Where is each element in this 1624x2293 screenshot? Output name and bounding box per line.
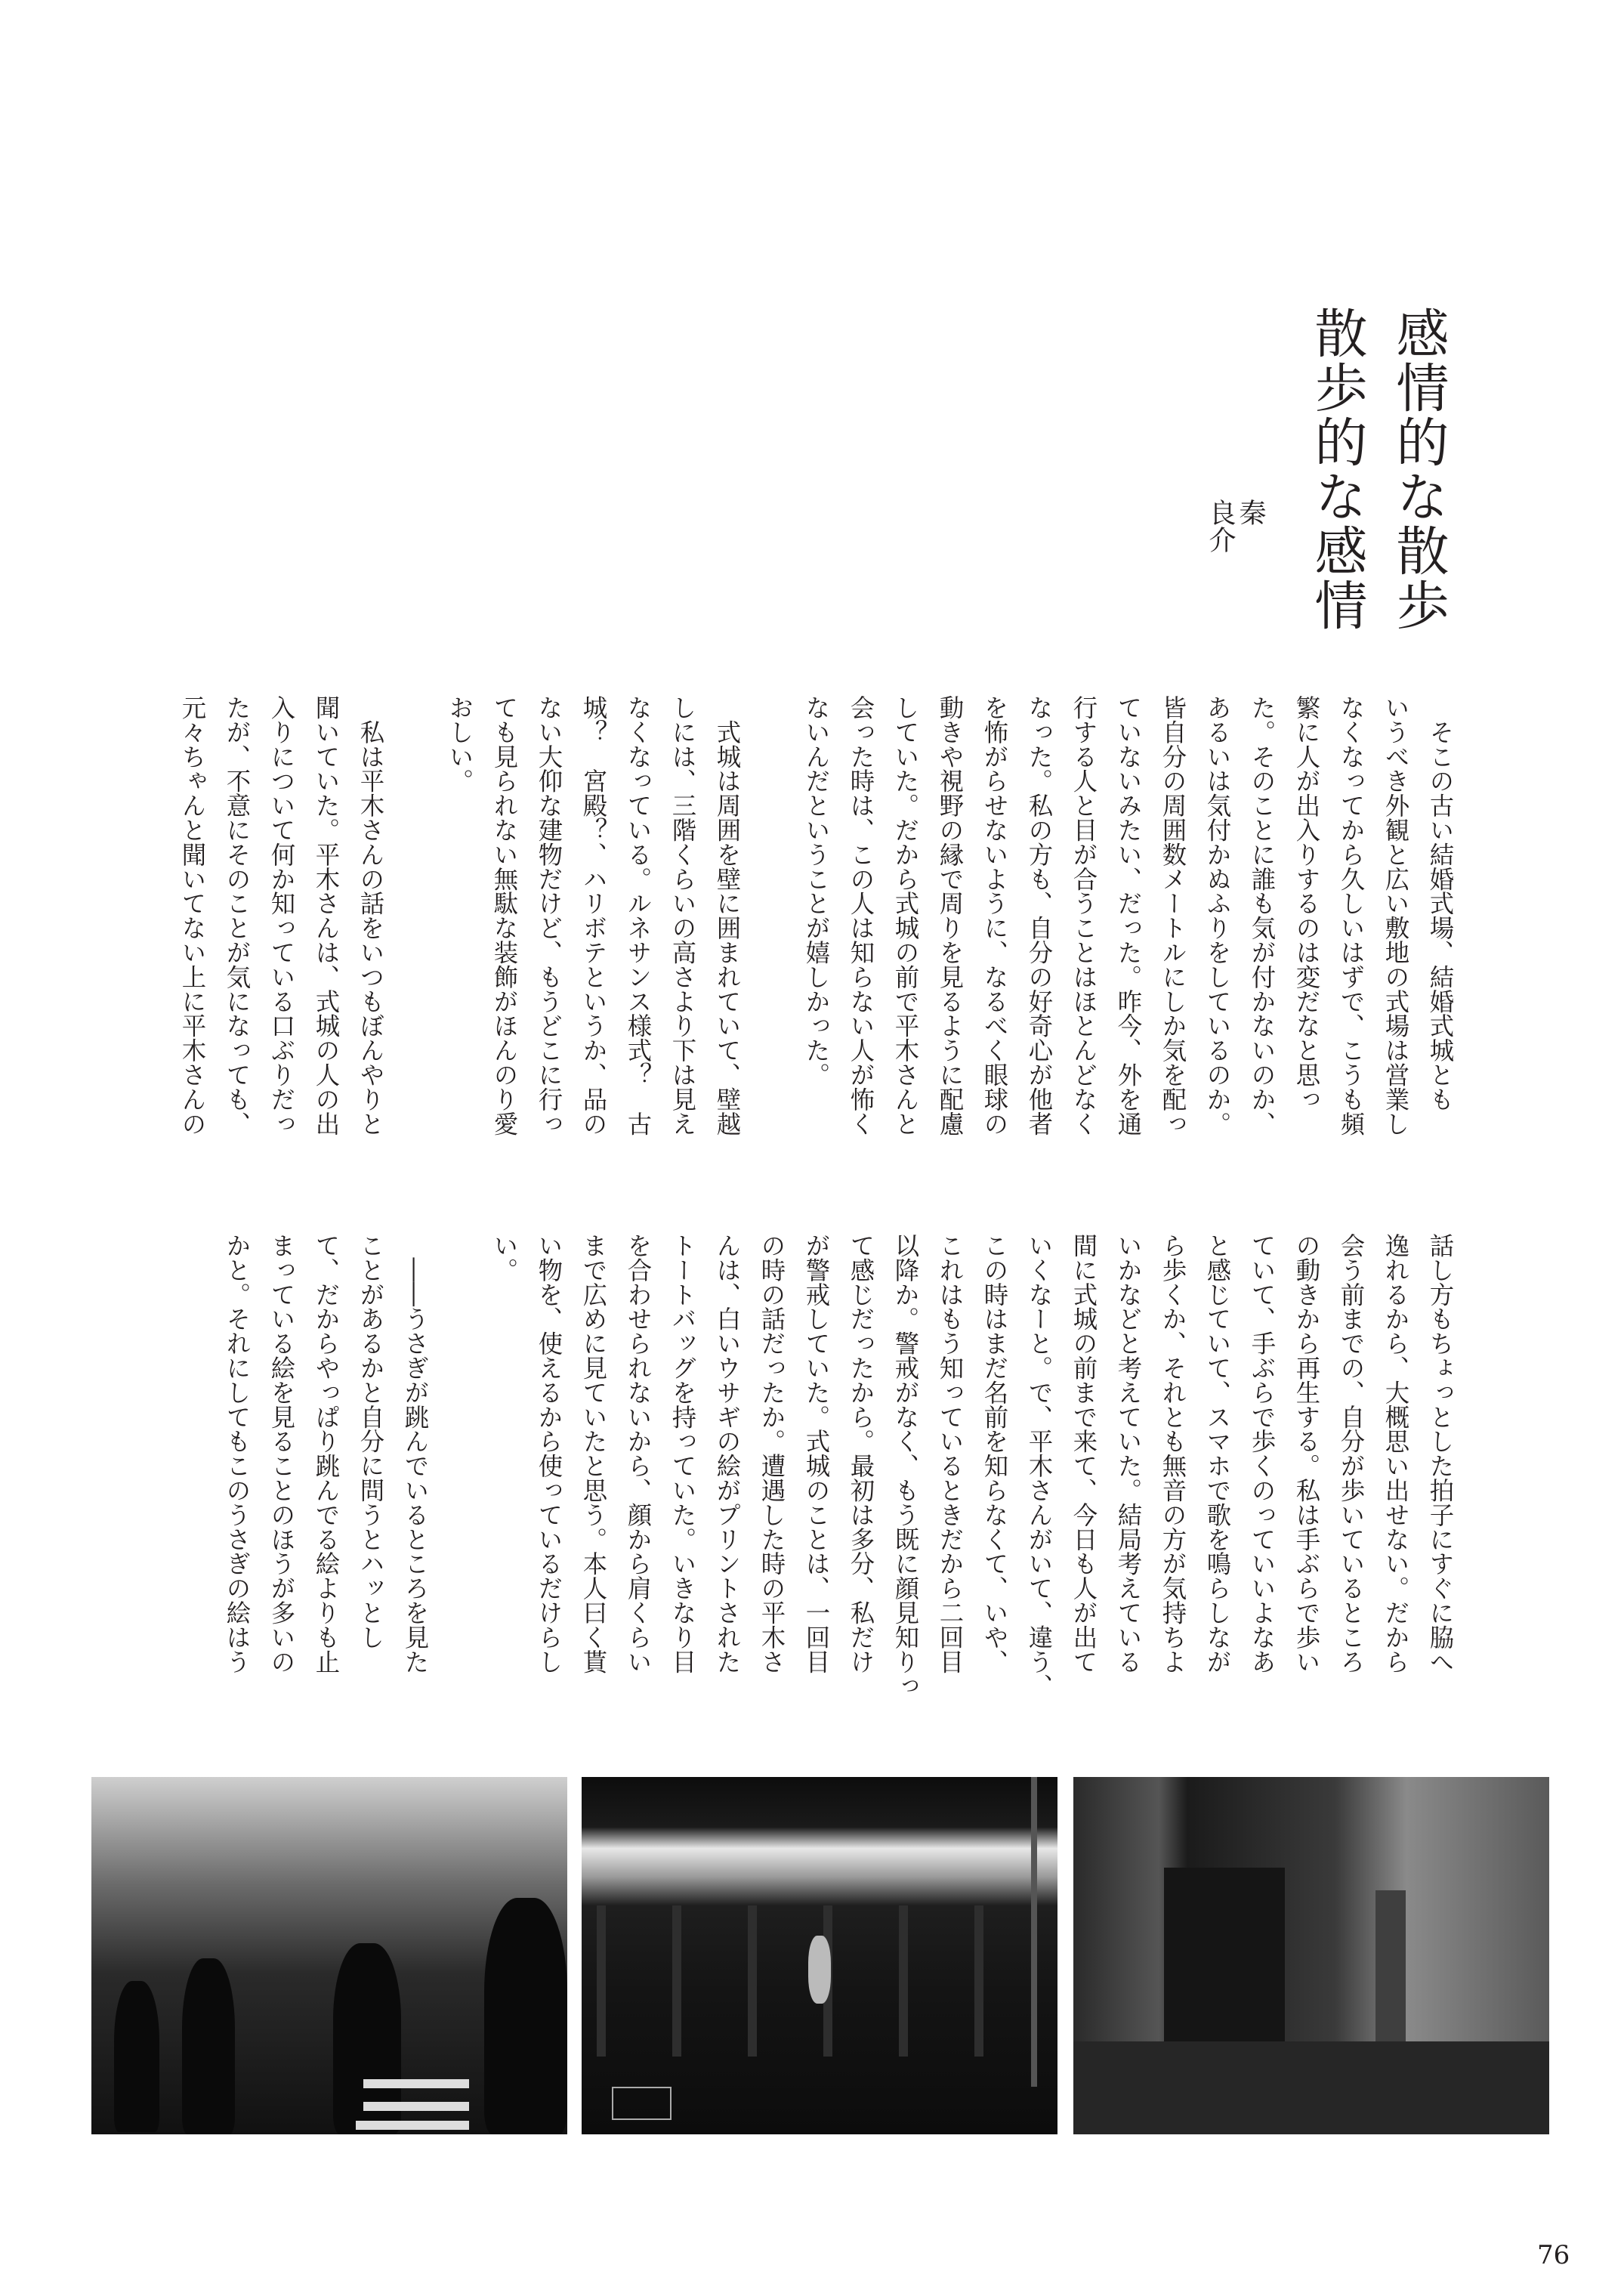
crosswalk-stripe <box>363 2102 469 2111</box>
text-line: て、だからやっぱり跳んでる絵よりも止 <box>312 1233 341 1674</box>
hanging-bag <box>808 1936 831 2004</box>
page-number: 76 <box>1537 2240 1570 2270</box>
text-line: まで広めに見ていたと思う。本人曰く貰 <box>579 1233 608 1674</box>
crosswalk-stripe <box>356 2121 469 2130</box>
text-line: 式城は周囲を壁に囲まれていて、壁越 <box>713 695 742 1136</box>
text-line: た。そのことに誰も気が付かないのか、 <box>1248 695 1277 1136</box>
text-line: を怖がらせないように、なるべく眼球の <box>980 695 1009 1136</box>
text-line: ――うさぎが跳んでいるところを見た <box>401 1233 430 1674</box>
text-line: たが、不意にそのことが気になっても、 <box>223 695 252 1136</box>
fence-post <box>748 1905 757 2057</box>
photo-city-crosswalk <box>91 1777 567 2134</box>
text-line: を合わせられないから、顔から肩くらい <box>624 1233 653 1674</box>
text-line: 入りについて何か知っている口ぶりだっ <box>267 695 296 1136</box>
fence-post <box>672 1905 681 2057</box>
text-line: 私は平木さんの話をいつもぼんやりと <box>357 695 385 1136</box>
text-line: 以降か。警戒がなく、もう既に顔見知りっ <box>891 1233 920 1698</box>
text-line: 動きや視野の縁で周りを見るように配慮 <box>936 695 965 1136</box>
text-line: 逸れるから、大概思い出せない。だから <box>1382 1233 1410 1674</box>
text-line: なくなっている。ルネサンス様式？ 古 <box>624 695 653 1136</box>
text-line: 会った時は、この人は知らない人が怖く <box>847 695 875 1136</box>
crosswalk-stripe <box>363 2079 469 2088</box>
text-line: 皆自分の周囲数メートルにしか気を配っ <box>1159 695 1187 1136</box>
fence-post <box>974 1905 983 2057</box>
text-line <box>393 695 437 1163</box>
text-line: まっている絵を見ることのほうが多いの <box>267 1233 296 1674</box>
text-line: かと。それにしてもこのうさぎの絵はう <box>223 1233 252 1674</box>
text-line: ていないみたい、だった。昨今、外を通 <box>1114 695 1143 1136</box>
pedestrian-silhouette <box>114 1981 159 2132</box>
text-line: 聞いていた。平木さんは、式城の人の出 <box>312 695 341 1136</box>
text-line: ない大仰な建物だけど、もうどこに行っ <box>535 695 563 1136</box>
fence-post <box>597 1905 606 2057</box>
text-line: ていて、手ぶらで歩くのっていいよなあ <box>1248 1233 1277 1674</box>
text-line: 繁に人が出入りするのは変だなと思っ <box>1292 695 1321 1111</box>
text-line: ら歩くか、それとも無音の方が気持ちよ <box>1159 1233 1187 1674</box>
text-line: これはもう知っているときだから二回目 <box>936 1233 965 1674</box>
floor <box>1073 2041 1549 2134</box>
text-line: この時はまだ名前を知らなくて、いや、 <box>980 1233 1009 1674</box>
text-line: 城？ 宮殿？、ハリボテというか、品の <box>579 695 608 1136</box>
text-line: 話し方もちょっとした拍子にすぐに脇へ <box>1426 1233 1455 1674</box>
text-line: なくなってから久しいはずで、こうも頻 <box>1337 695 1366 1136</box>
text-line <box>749 695 794 1163</box>
author-given-name: 良介 <box>1205 499 1236 553</box>
photo-concrete-doorway <box>1073 1777 1549 2134</box>
text-line: トートバッグを持っていた。いきなり目 <box>668 1233 697 1674</box>
text-line: の動きから再生する。私は手ぶらで歩い <box>1292 1233 1321 1674</box>
text-line: 会う前までの、自分が歩いているところ <box>1337 1233 1366 1674</box>
title-line-1: 感情的な散歩 <box>1388 306 1450 632</box>
text-line: ないんだということが嬉しかった。 <box>802 695 831 1087</box>
body-text-top <box>170 695 1462 1163</box>
text-line: おしい。 <box>446 695 474 793</box>
text-line: いうべき外観と広い敷地の式場は営業し <box>1382 695 1410 1136</box>
body-text-bottom <box>215 1233 1462 1701</box>
text-line: 間に式城の前まで来て、今日も人が出て <box>1070 1233 1098 1674</box>
text-line: い物を、使えるから使っているだけらし <box>535 1233 563 1674</box>
text-line: そこの古い結婚式場、結婚式城とも <box>1426 695 1455 1111</box>
fence-post <box>899 1905 908 2057</box>
text-line: あるいは気付かぬふりをしているのか。 <box>1203 695 1232 1136</box>
text-line: ても見られない無駄な装飾がほんのり愛 <box>490 695 519 1136</box>
side-door <box>1375 1890 1406 2041</box>
text-line: て感じだったから。最初は多分、私だけ <box>847 1233 875 1674</box>
author-name <box>1205 499 1265 553</box>
text-line: しには、三階くらいの高さより下は見え <box>668 695 697 1136</box>
pedestrian-silhouette <box>484 1898 567 2134</box>
text-line: が警戒していた。式城のことは、一回目 <box>802 1233 831 1674</box>
pole <box>1031 1777 1037 2087</box>
author-family-name: 秦 <box>1235 499 1266 526</box>
text-line: 行する人と目が合うことはほとんどなく <box>1070 695 1098 1136</box>
text-line: い。 <box>490 1233 519 1282</box>
text-line: んは、白いウサギの絵がプリントされた <box>713 1233 742 1674</box>
ground-sign <box>612 2087 672 2120</box>
pedestrian-silhouette <box>182 1958 235 2134</box>
text-line: ことがあるかと自分に問うとハッとし <box>357 1233 385 1649</box>
text-line: の時の話だったか。遭遇した時の平木さ <box>758 1233 786 1674</box>
text-line: なった。私の方も、自分の好奇心が他者 <box>1025 695 1054 1136</box>
text-line: と感じていて、スマホで歌を鳴らしなが <box>1203 1233 1232 1674</box>
dark-doorway <box>1164 1868 1285 2041</box>
text-line <box>437 1233 482 1701</box>
text-line: いくなーと。で、平木さんがいて、違う、 <box>1025 1233 1054 1698</box>
title-line-2: 散歩的な感情 <box>1306 306 1368 632</box>
photo-train-fence <box>582 1777 1057 2134</box>
text-line: 元々ちゃんと聞いてない上に平木さんの <box>178 695 207 1136</box>
text-line: いかなどと考えていた。結局考えている <box>1114 1233 1143 1674</box>
text-line: していた。だから式城の前で平木さんと <box>891 695 920 1136</box>
